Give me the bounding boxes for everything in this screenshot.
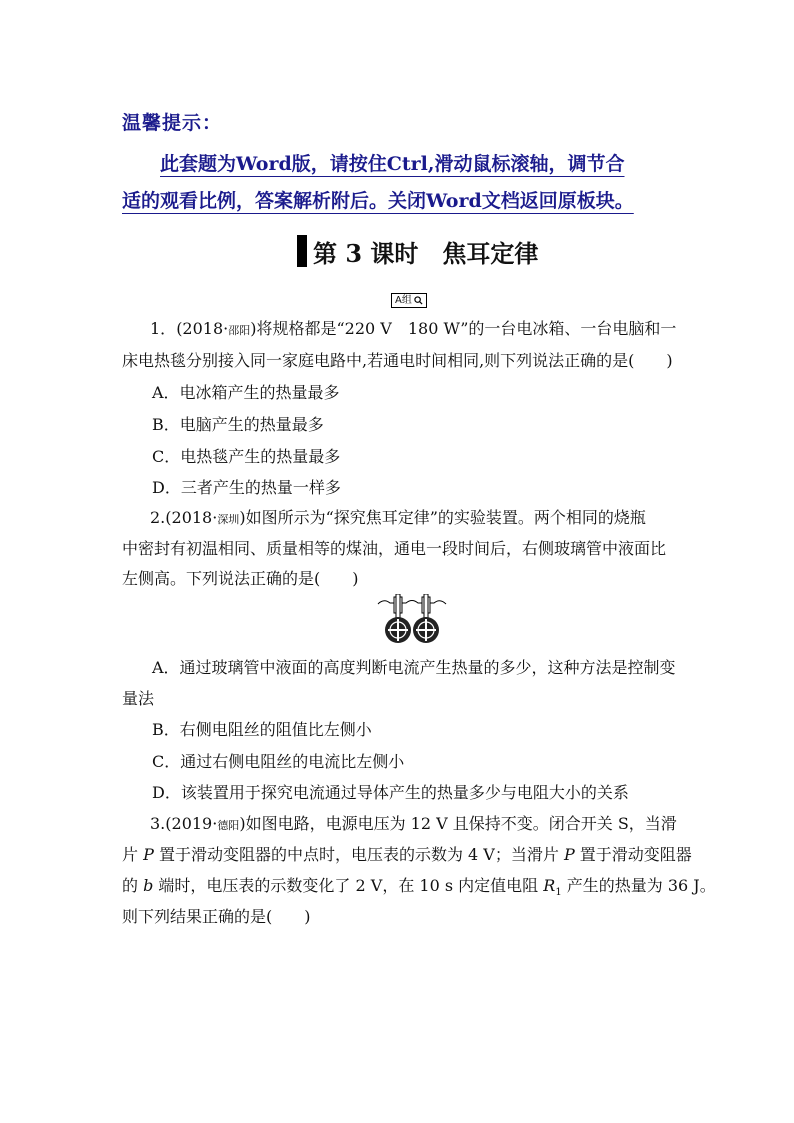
q1-option-d: D．三者产生的热量一样多 xyxy=(152,478,341,497)
q3-stem-line-3: 的 b 端时，电压表的示数变化了 2 V，在 10 s 内定值电阻 $R_1$ 产生的热量为 36 J。 xyxy=(122,876,716,899)
q3-stem-line-2: 片 P 置于滑动变阻器的中点时，电压表的示数为 4 V；当滑片 P 置于滑动变阻器 xyxy=(122,845,692,864)
q1-option-a: A．电冰箱产生的热量最多 xyxy=(152,383,340,402)
q1-stem: 将规格都是“220 V 180 W”的一台电冰箱、一台电脑和一 xyxy=(256,319,677,338)
q2-stem-line-3: 左侧高。下列说法正确的是( ) xyxy=(122,569,359,588)
q3-stem-line-4: 则下列结果正确的是( ) xyxy=(122,907,311,926)
q2-option-a: A．通过玻璃管中液面的高度判断电流产生热量的多少，这种方法是控制变 xyxy=(152,658,676,677)
q2-stem-line-2: 中密封有初温相同、质量相等的煤油，通电一段时间后，右侧玻璃管中液面比 xyxy=(122,539,667,558)
joule-experiment-figure xyxy=(376,594,448,648)
q3-number: 3. xyxy=(150,814,166,833)
tip-body xyxy=(122,146,682,220)
q1-number: 1． xyxy=(150,319,177,338)
q1-stem-line-2: 床电热毯分别接入同一家庭电路中,若通电时间相同,则下列说法正确的是( ) xyxy=(122,351,673,370)
question-2 xyxy=(122,502,684,536)
q2-option-c: C．通过右侧电阻丝的电流比左侧小 xyxy=(152,752,405,771)
q2-option-d: D．该装置用于探究电流通过导体产生的热量多少与电阻大小的关系 xyxy=(152,783,629,802)
tip-title: 温馨提示： xyxy=(122,112,223,134)
tip-line-2: 适的观看比例，答案解析附后。关闭Word文档返回原板块。 xyxy=(122,190,634,212)
group-badge xyxy=(391,293,427,308)
lesson-title xyxy=(297,234,538,268)
q1-option-b: B．电脑产生的热量最多 xyxy=(152,415,324,434)
q1-source: (2018·邵阳) xyxy=(176,319,257,338)
q2-stem: 如图所示为“探究焦耳定律”的实验装置。两个相同的烧瓶 xyxy=(245,508,646,527)
title-bar-mark xyxy=(297,235,307,267)
question-3 xyxy=(122,808,684,842)
q2-source: (2018·深圳) xyxy=(165,508,246,527)
q2-option-a-line-2: 量法 xyxy=(122,689,155,708)
question-1 xyxy=(122,313,684,347)
q2-option-b: B．右侧电阻丝的阻值比左侧小 xyxy=(152,720,372,739)
lesson-title-text: 第 3 课时 焦耳定律 xyxy=(313,238,539,268)
q3-stem: 如图电路，电源电压为 12 V 且保持不变。闭合开关 S，当滑 xyxy=(245,814,677,833)
magnifier-icon xyxy=(414,296,423,305)
q1-option-c: C．电热毯产生的热量最多 xyxy=(152,447,341,466)
q2-number: 2. xyxy=(150,508,166,527)
tip-line-1: 此套题为Word版，请按住Ctrl,滑动鼠标滚轴，调节合 xyxy=(160,153,625,175)
q3-source: (2019·德阳) xyxy=(165,814,246,833)
group-badge-label: A组 xyxy=(395,295,412,306)
